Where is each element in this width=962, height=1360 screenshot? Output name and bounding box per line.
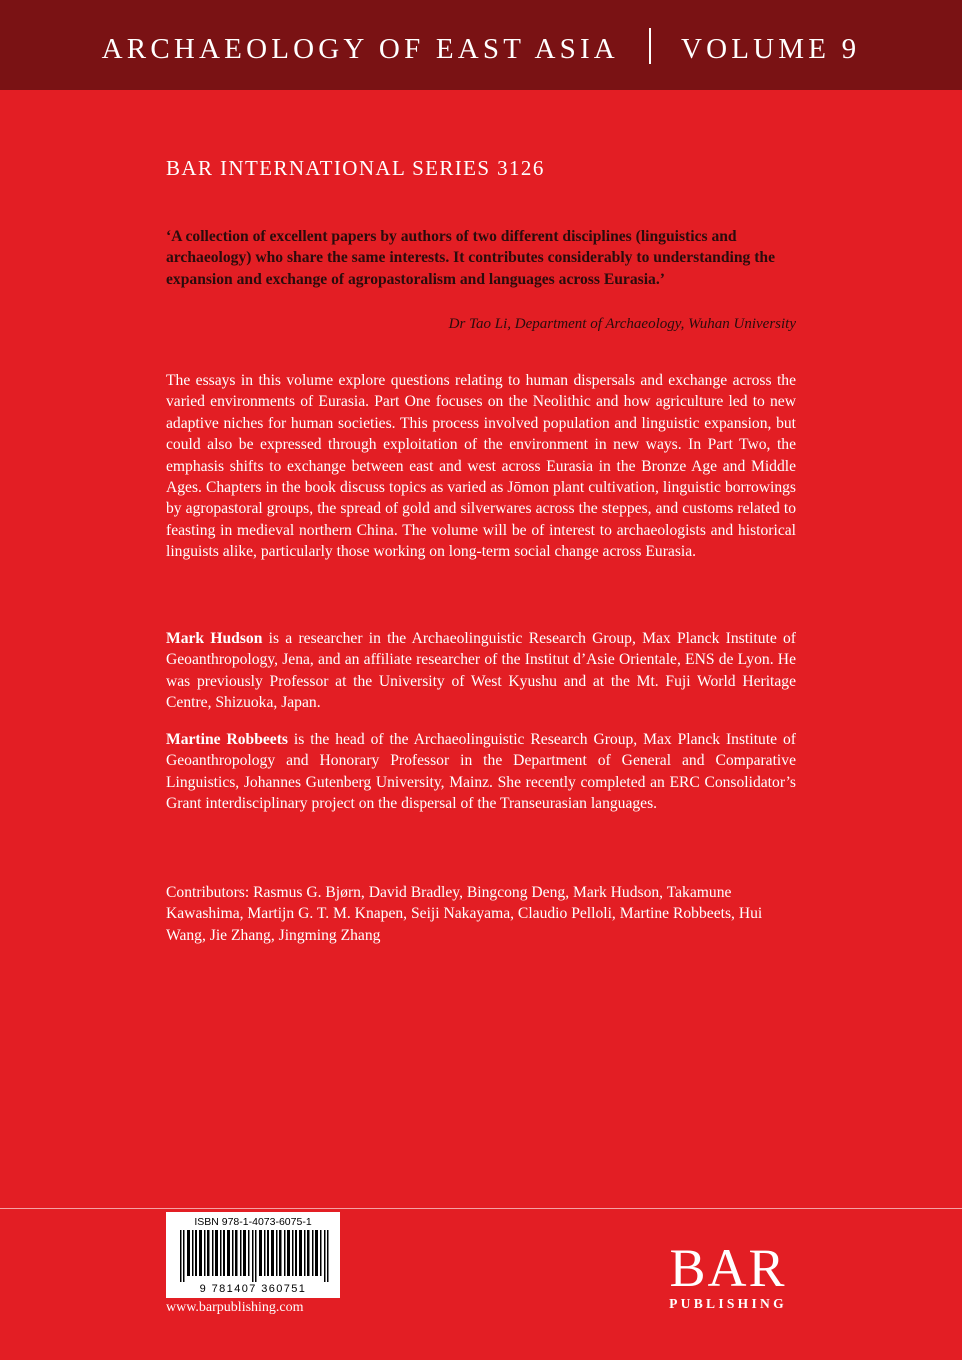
contributors-list: Contributors: Rasmus G. Bjørn, David Bradley, Bingcong Deng, Mark Hudson, Takamune Kawashima, Martijn G. T. M. Knapen, Seiji Nakayama, Claudio Pelloli, Martine Robbeets, Hui Wang, Jie Zhang, Jingming Zhang [166,884,763,944]
banner-divider [649,28,651,64]
logo-word: BAR [669,1238,787,1298]
isbn-label: ISBN 978-1-4073-6075-1 [194,1216,312,1228]
logo-subtitle: PUBLISHING [669,1296,787,1311]
isbn-barcode-box [166,1212,340,1298]
volume-label: VOLUME 9 [680,33,861,65]
bar-publishing-logo [660,1240,796,1312]
author-bio-text: is the head of the Archaeolinguistic Research Group, Max Planck Institute of Geoanthropology and Honorary Professor in the Department of General and Comparative Linguistics, Johannes Gutenberg University, Mainz. She recently completed an ERC Consolidator’s Grant interdisciplinary project on the dispersal of the Transeurasian languages. [166,731,796,813]
series-line: BAR INTERNATIONAL SERIES 3126 [166,156,545,180]
author-name: Mark Hudson [166,630,263,647]
author-bio-hudson [166,628,796,714]
publisher-url[interactable]: www.barpublishing.com [166,1300,304,1315]
barcode-digits: 9 781407 360751 [199,1283,307,1295]
series-title: ARCHAEOLOGY OF EAST ASIA [101,33,619,65]
author-bio-robbeets [166,729,796,815]
footer-divider [0,1208,962,1209]
author-name: Martine Robbeets [166,731,288,748]
author-bio-text: is a researcher in the Archaeolinguistic Research Group, Max Planck Institute of Geoanthropology, Jena, and an affiliate researcher of the Institut d’Asie Orientale, ENS de Lyon. He was previously Professor at the University of West Kyushu and at the Mt. Fuji World Heritage Centre, Shizuoka, Japan. [166,630,796,712]
book-description: The essays in this volume explore questions relating to human dispersals and exchange across the varied environments of Eurasia. Part One focuses on the Neolithic and how agriculture led to new adaptive niches for human societies. This process involved population and linguistic expansion, but could also be expressed through exploitation of the environment in new ways. In Part Two, the emphasis shifts to exchange between east and west across Eurasia in the Bronze Age and Middle Ages. Chapters in the book discuss topics as varied as Jōmon plant cultivation, linguistic borrowings by agropastoral groups, the spread of gold and silverwares across the steppes, and customs related to feasting in medieval northern China. The volume will be of interest to archaeologists and historical linguists alike, particularly those working on long-term social change across Eurasia. [166,372,796,561]
endorsement-quote: ‘A collection of excellent papers by authors of two different disciplines (linguistics and archaeology) who share the same interests. It contributes considerably to understanding the expansion and exchange of agropastoralism and languages across Eurasia.’ [166,228,776,288]
barcode-icon [178,1230,330,1282]
top-banner [0,0,962,90]
banner-text [0,28,962,66]
quote-attribution: Dr Tao Li, Department of Archaeology, Wuhan University [448,316,796,332]
